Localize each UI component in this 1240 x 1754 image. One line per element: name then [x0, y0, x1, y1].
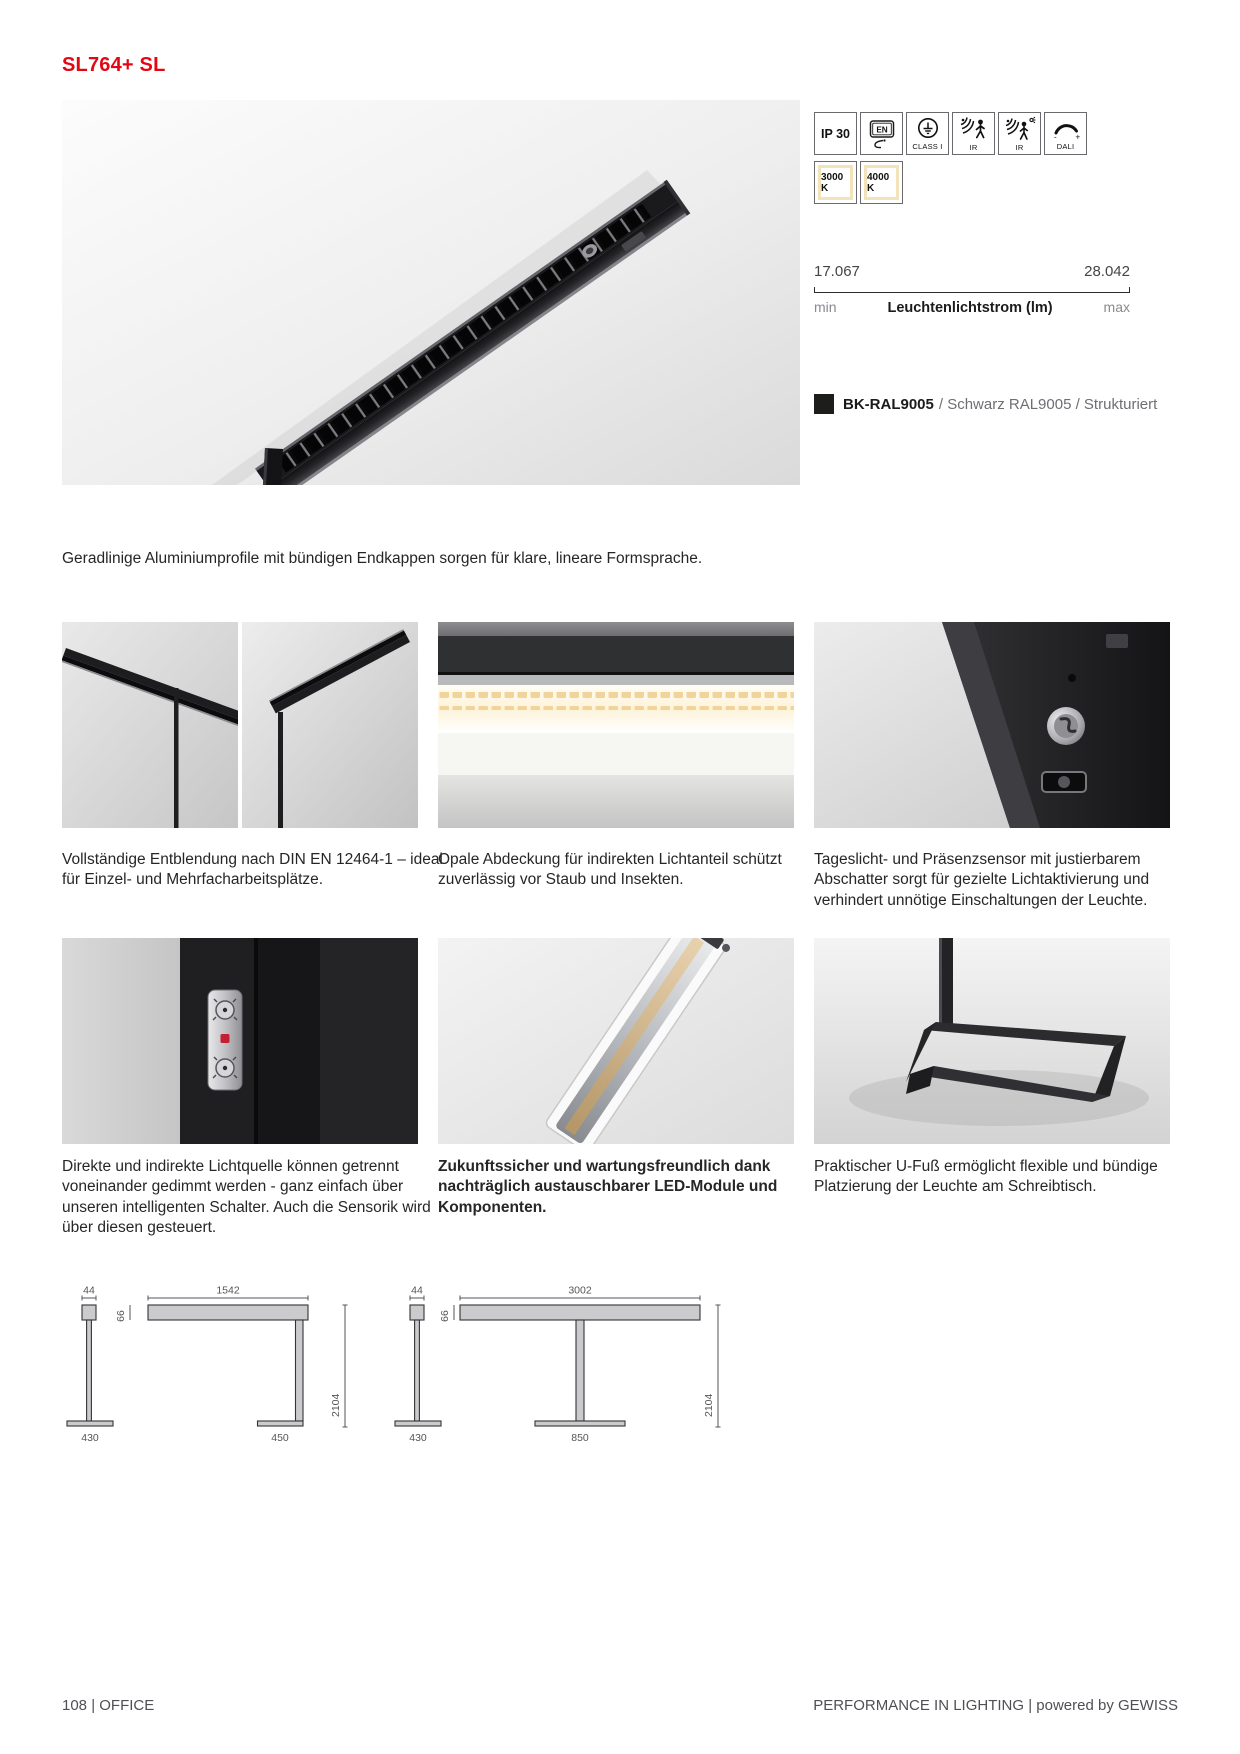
hero-caption: Geradlinige Aluminiumprofile mit bündigen Endkappen sorgen für klare, lineare Formsprache. — [62, 550, 703, 567]
dim-foot-side-1: 430 — [81, 1432, 99, 1444]
glare-photo-left-graphic — [62, 622, 238, 828]
sensor-photo-graphic — [814, 622, 1170, 828]
finish-row — [814, 394, 1157, 414]
cct-3000-label: 3000 K — [818, 165, 853, 200]
cct-3000-badge — [814, 161, 857, 204]
ir-presence-icon — [959, 116, 989, 142]
luminous-flux-scale — [814, 263, 1130, 316]
class1-badge — [906, 112, 949, 155]
dim-cap-width-1: 44 — [83, 1284, 95, 1297]
caption-switch: Direkte und indirekte Lichtquelle können getrennt voneinander gedimmt werden - ganz einfach über unseren intelligenten Schalter. Auch die Sensorik wird über diesen gesteuert. — [62, 1158, 431, 1237]
dim-total-height-1: 2104 — [330, 1393, 342, 1417]
lumen-max-value: 28.042 — [1084, 263, 1130, 280]
svg-text:EN: EN — [875, 125, 888, 135]
dim-foot-side-2: 430 — [409, 1432, 427, 1444]
dali-label: DALI — [1056, 141, 1075, 151]
dim-cap-width-2: 44 — [411, 1284, 423, 1297]
dali-dimmer-icon — [1051, 117, 1081, 141]
lumen-scale-line — [814, 287, 1130, 293]
dim-bar-height-2: 66 — [439, 1310, 451, 1322]
color-swatch — [814, 394, 834, 414]
dim-bar-length-2: 3002 — [568, 1284, 592, 1297]
finish-code: BK-RAL9005 — [843, 395, 934, 413]
ip-rating-badge — [814, 112, 857, 155]
dimension-drawings — [62, 1284, 740, 1457]
en-screen-icon — [867, 118, 897, 150]
ip-rating-label: IP 30 — [821, 126, 850, 141]
hero-pole — [263, 448, 283, 485]
hero-photo-graphic — [62, 100, 800, 485]
ir-daylight-badge — [998, 112, 1041, 155]
dim-total-height-2: 2104 — [703, 1393, 715, 1417]
feature-photo-opal-cover — [438, 622, 794, 828]
cct-4000-badge — [860, 161, 903, 204]
cct-4000-label: 4000 K — [864, 165, 899, 200]
lumen-min-label: min — [814, 299, 837, 315]
switch-photo-graphic — [62, 938, 418, 1144]
brand-footer: PERFORMANCE IN LIGHTING | powered by GEWISS — [813, 1697, 1178, 1714]
u-foot-graphic — [814, 938, 1170, 1144]
ir-daylight-icon — [1004, 116, 1036, 142]
glare-photo-right-graphic — [242, 622, 418, 828]
class1-label: CLASS I — [912, 141, 943, 151]
feature-photo-switch — [62, 938, 418, 1144]
caption-opal-cover: Opale Abdeckung für indirekten Lichtanteil schützt zuverlässig vor Staub und Insekten. — [438, 851, 782, 889]
caption-glare-control: Vollständige Entblendung nach DIN EN 12464-1 – ideal für Einzel- und Mehrfacharbeitsplätze. — [62, 851, 443, 889]
opal-cover-graphic — [438, 622, 794, 828]
feature-photo-glare-control — [62, 622, 418, 828]
certification-badges — [814, 112, 1087, 155]
dim-foot-front-2: 850 — [571, 1432, 589, 1444]
class1-earth-icon — [916, 117, 940, 141]
dimension-drawings-graphic — [62, 1284, 740, 1452]
dim-bar-height-1: 66 — [115, 1310, 127, 1322]
cct-badges — [814, 161, 903, 204]
dali-badge — [1044, 112, 1087, 155]
page-title: SL764+ SL — [62, 54, 166, 76]
ir-presence-label: IR — [969, 142, 978, 152]
feature-photo-led-module — [438, 938, 794, 1144]
ir-presence-badge — [952, 112, 995, 155]
feature-photo-sensor — [814, 622, 1170, 828]
control-plate — [208, 990, 242, 1090]
caption-sensor: Tageslicht- und Präsenzsensor mit justierbarem Abschatter sorgt für gezielte Lichtaktivierung und verhindert unnötige Einschaltungen der Leuchte. — [814, 851, 1150, 909]
lumen-min-value: 17.067 — [814, 263, 860, 280]
caption-led-module: Zukunftssicher und wartungsfreundlich dank nachträglich austauschbarer LED-Module und Komponenten. — [438, 1158, 778, 1216]
finish-description: / Schwarz RAL9005 / Strukturiert — [938, 395, 1158, 413]
dim-foot-front-1: 450 — [271, 1432, 289, 1444]
en-display-badge — [860, 112, 903, 155]
caption-u-foot: Praktischer U-Fuß ermöglicht flexible und bündige Platzierung der Leuchte am Schreibtisch. — [814, 1158, 1158, 1196]
ir-daylight-label: IR — [1015, 142, 1024, 152]
svg-text:-: - — [1053, 132, 1057, 141]
lumen-axis-label: Leuchtenlichtstrom (lm) — [887, 300, 1053, 316]
dim-bar-length-1: 1542 — [216, 1284, 240, 1297]
page-number: 108 | OFFICE — [62, 1697, 155, 1714]
svg-text:+: + — [1075, 132, 1080, 141]
hero-photo — [62, 100, 800, 485]
feature-photo-u-foot — [814, 938, 1170, 1144]
lumen-max-label: max — [1103, 299, 1130, 315]
led-module-graphic — [438, 938, 794, 1144]
